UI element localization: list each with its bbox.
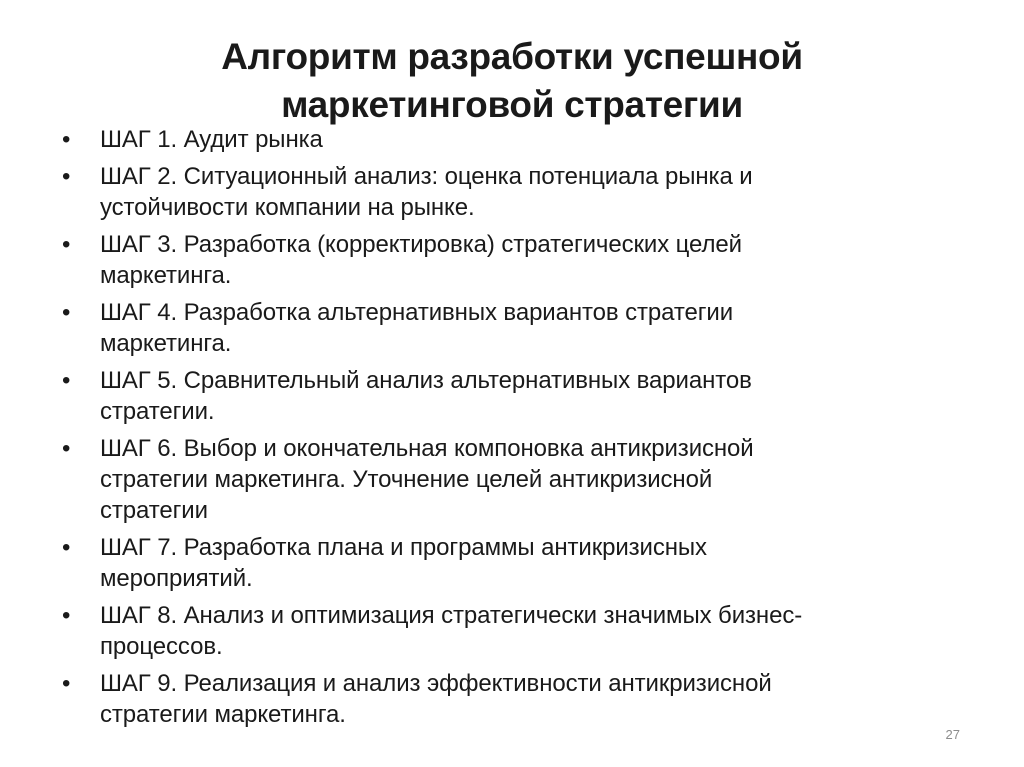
step-text: ШАГ 6. Выбор и окончательная компоновка антикризисной bbox=[100, 435, 754, 462]
step-text: стратегии маркетинга. Уточнение целей антикризисной bbox=[100, 466, 713, 493]
step-item bbox=[0, 600, 1024, 662]
step-item bbox=[0, 433, 1024, 526]
step-item bbox=[0, 532, 1024, 594]
step-item bbox=[0, 229, 1024, 291]
step-text: стратегии. bbox=[100, 398, 215, 425]
bullet-icon: • bbox=[62, 534, 71, 561]
title-line: маркетинговой стратегии bbox=[281, 83, 743, 125]
step-text: ШАГ 8. Анализ и оптимизация стратегически значимых бизнес- bbox=[100, 602, 803, 629]
step-item bbox=[0, 124, 1024, 155]
step-text: ШАГ 1. Аудит рынка bbox=[100, 126, 323, 153]
bullet-icon: • bbox=[62, 231, 71, 258]
step-text: процессов. bbox=[100, 633, 223, 660]
bullet-icon: • bbox=[62, 299, 71, 326]
step-text: ШАГ 4. Разработка альтернативных вариантов стратегии bbox=[100, 299, 734, 326]
page-number: 27 bbox=[945, 727, 960, 742]
bullet-icon: • bbox=[62, 670, 71, 697]
bullet-icon: • bbox=[62, 163, 71, 190]
step-text: устойчивости компании на рынке. bbox=[100, 194, 475, 221]
title-line: Алгоритм разработки успешной bbox=[221, 35, 803, 77]
step-text: ШАГ 3. Разработка (корректировка) стратегических целей bbox=[100, 231, 742, 258]
step-item bbox=[0, 668, 1024, 730]
bullet-icon: • bbox=[62, 126, 71, 153]
slide-title bbox=[60, 33, 964, 129]
step-item bbox=[0, 297, 1024, 359]
step-item bbox=[0, 161, 1024, 223]
bullet-icon: • bbox=[62, 367, 71, 394]
step-text: мероприятий. bbox=[100, 565, 253, 592]
bullet-icon: • bbox=[62, 435, 71, 462]
step-text: ШАГ 7. Разработка плана и программы антикризисных bbox=[100, 534, 707, 561]
step-text: ШАГ 9. Реализация и анализ эффективности антикризисной bbox=[100, 670, 772, 697]
step-item bbox=[0, 365, 1024, 427]
step-text: ШАГ 2. Ситуационный анализ: оценка потенциала рынка и bbox=[100, 163, 753, 190]
step-text: маркетинга. bbox=[100, 330, 232, 357]
steps-list bbox=[0, 124, 1024, 736]
bullet-icon: • bbox=[62, 602, 71, 629]
step-text: стратегии маркетинга. bbox=[100, 701, 346, 728]
step-text: ШАГ 5. Сравнительный анализ альтернативных вариантов bbox=[100, 367, 752, 394]
step-text: стратегии bbox=[100, 497, 208, 524]
step-text: маркетинга. bbox=[100, 262, 232, 289]
